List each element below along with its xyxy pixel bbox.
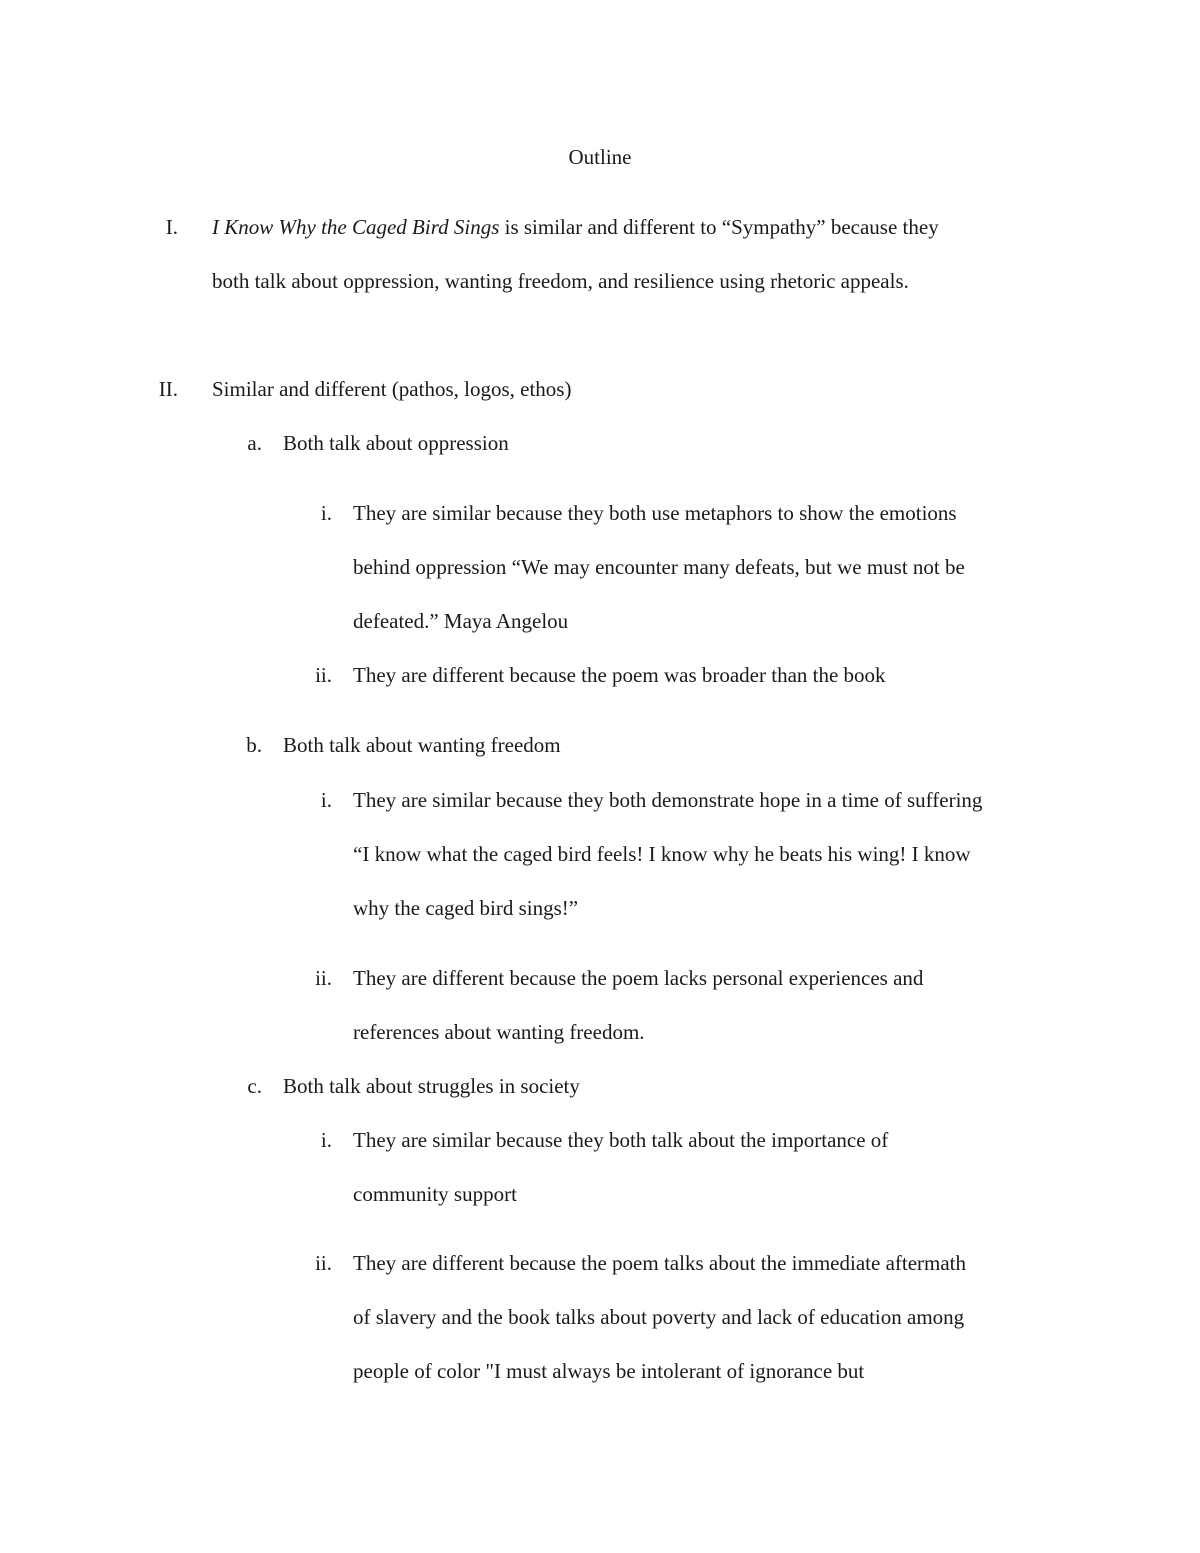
point-line: defeated.” Maya Angelou — [353, 609, 569, 633]
point-line: They are different because the poem talks about the immediate aftermath — [353, 1251, 967, 1275]
subsection-heading: Both talk about struggles in society — [283, 1074, 580, 1098]
section-marker: I. — [165, 215, 178, 239]
point-marker: ii. — [315, 663, 332, 687]
point-line: They are similar because they both talk about the importance of — [353, 1128, 889, 1152]
point-line: of slavery and the book talks about poverty and lack of education among — [353, 1305, 965, 1329]
point-marker: ii. — [315, 966, 332, 990]
point-line: They are different because the poem was broader than the book — [353, 663, 886, 687]
subsection-marker: a. — [247, 431, 262, 455]
point-line: They are similar because they both demonstrate hope in a time of suffering — [353, 788, 983, 812]
point-marker: ii. — [315, 1251, 332, 1275]
point-line: They are similar because they both use metaphors to show the emotions — [353, 501, 957, 525]
point-line: why the caged bird sings!” — [353, 896, 579, 920]
section-heading: Similar and different (pathos, logos, ethos) — [212, 377, 572, 401]
subsection-marker: b. — [246, 733, 262, 757]
thesis-text: is similar and different to “Sympathy” because they — [499, 215, 939, 239]
point-line: community support — [353, 1182, 517, 1206]
thesis-line — [212, 214, 939, 240]
point-line: people of color "I must always be intolerant of ignorance but — [353, 1359, 865, 1383]
book-title: I Know Why the Caged Bird Sings — [212, 215, 500, 239]
point-line: They are different because the poem lacks personal experiences and — [353, 966, 924, 990]
point-line: behind oppression “We may encounter many defeats, but we must not be — [353, 555, 965, 579]
point-marker: i. — [320, 788, 332, 812]
subsection-marker: c. — [247, 1074, 262, 1098]
subsection-heading: Both talk about oppression — [283, 431, 509, 455]
point-marker: i. — [320, 1128, 332, 1152]
section-marker: II. — [158, 377, 178, 401]
subsection-heading: Both talk about wanting freedom — [283, 733, 561, 757]
point-line: references about wanting freedom. — [353, 1020, 645, 1044]
page-title: Outline — [568, 145, 632, 169]
thesis-line: both talk about oppression, wanting freedom, and resilience using rhetoric appeals. — [212, 269, 909, 293]
point-line: “I know what the caged bird feels! I know why he beats his wing! I know — [353, 842, 971, 866]
point-marker: i. — [320, 501, 332, 525]
